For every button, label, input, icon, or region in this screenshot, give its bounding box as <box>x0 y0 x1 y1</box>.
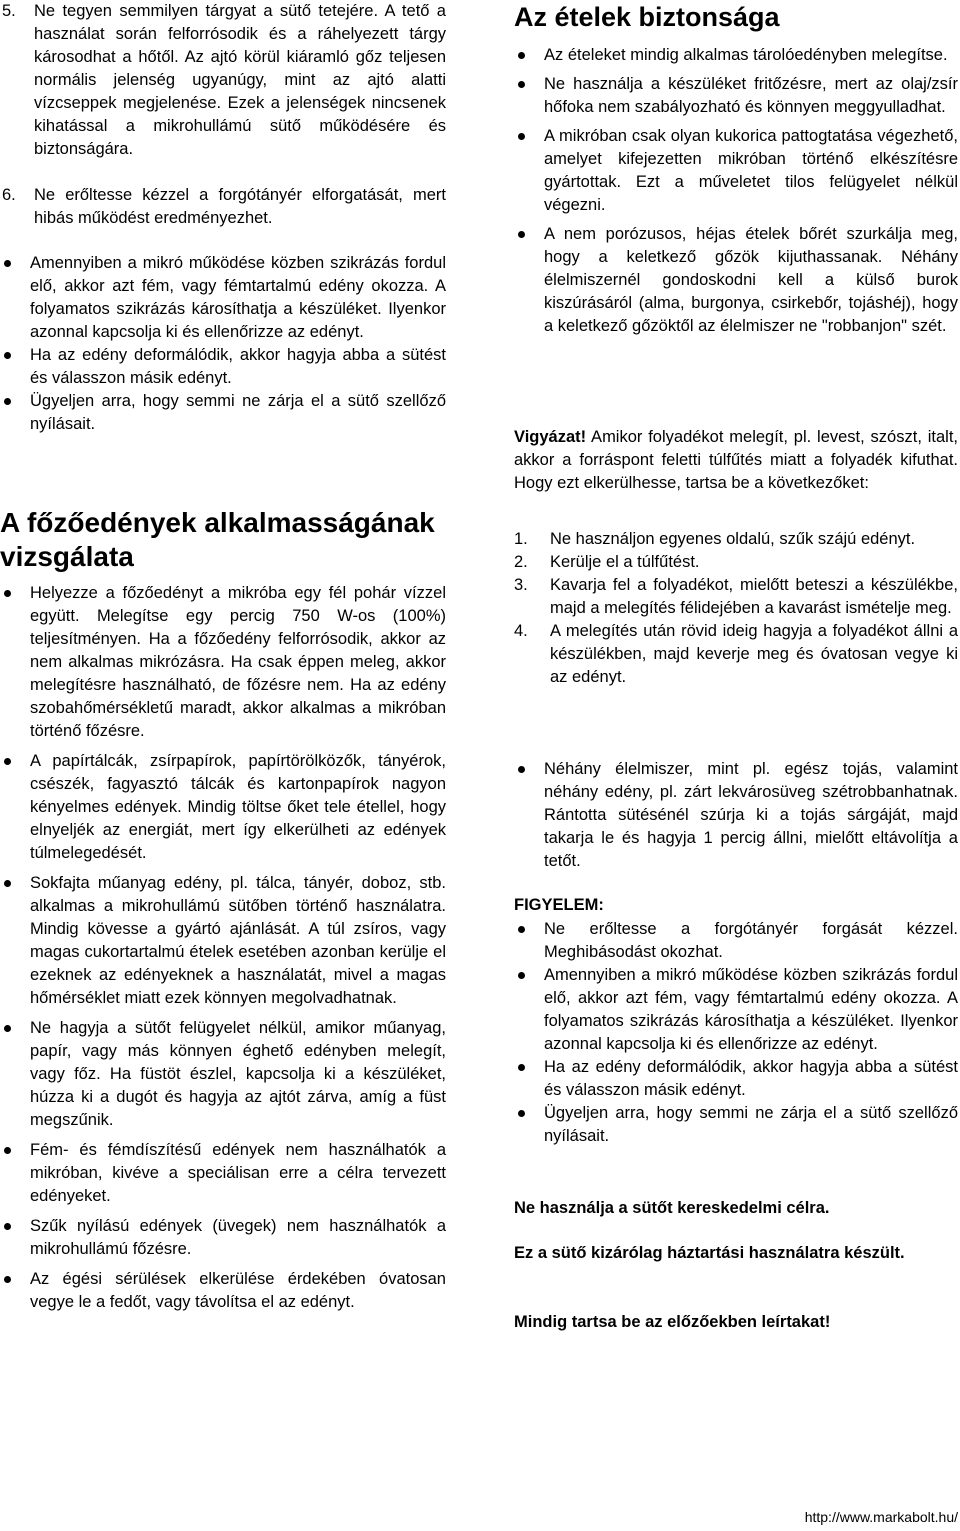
list-item: A nem porózusos, héjas ételek bőrét szurkálja meg, hogy a keletkező gőzök kijuthassanak. Néhány élelmiszernél gondoskodni kell a külső burok kiszúrásáról (alma, burgonya, csirkebőr, tojáshéj), hogy a keletkező gőzöktől az élelmiszer ne "robbanjon" szét. <box>514 223 958 338</box>
step-number: 3. <box>514 576 528 594</box>
list-item: Ügyeljen arra, hogy semmi ne zárja el a sütő szellőző nyílásait. <box>514 1102 958 1148</box>
list-item: A mikróban csak olyan kukorica pattogtatása végezhető, amelyet kifejezetten mikróban történő elkészítésre gyártottak. Ezt a műveletet tilos felügyelet nélkül végezni. <box>514 125 958 217</box>
bullet-list-bottom <box>0 582 446 1314</box>
list-item: Az égési sérülések elkerülése érdekében óvatosan vegye le a fedőt, vagy távolítsa el az edényt. <box>0 1268 446 1314</box>
warning-label: Vigyázat! <box>514 428 587 446</box>
list-item: Fém- és fémdíszítésű edények nem használhatók a mikróban, kivéve a speciálisan erre a célra tervezett edényeket. <box>0 1139 446 1208</box>
list-item: Ügyeljen arra, hogy semmi ne zárja el a sütő szellőző nyílásait. <box>0 390 446 436</box>
note-follow-instructions: Mindig tartsa be az előzőekben leírtakat! <box>514 1313 831 1331</box>
list-item: Ha az edény deformálódik, akkor hagyja abba a sütést és válasszon másik edényt. <box>514 1056 958 1102</box>
numbered-item-6 <box>0 184 446 230</box>
note-commercial: Ne használja a sütőt kereskedelmi célra. <box>514 1199 830 1217</box>
step-item <box>514 551 958 574</box>
section-heading: A főzőedények alkalmasságának vizsgálata <box>0 507 435 572</box>
step-text: Kavarja fel a folyadékot, mielőtt beteszi a készülékbe, majd a melegítés félidejében a kavarást ismételje meg. <box>550 576 958 617</box>
step-number: 4. <box>514 622 528 640</box>
item-number: 5. <box>2 2 16 20</box>
bullet-list-food-safety <box>514 44 958 338</box>
list-item: Szűk nyílású edények (üvegek) nem használhatók a mikrohullámú főzésre. <box>0 1215 446 1261</box>
list-item: Az ételeket mindig alkalmas tárolóedényben melegítse. <box>514 44 958 67</box>
list-item: Helyezze a főzőedényt a mikróba egy fél pohár vízzel együtt. Melegítse egy percig 750 W-os (100%) teljesítményen. Ha a főzőedény felforrósodik, akkor az nem alkalmas mikrózásra. Ha csak éppen meleg, akkor melegítésre használható, de főzésre nem. Ha az edény szobahőmérsékletű maradt, akkor alkalmas a mikróban történő főzésre. <box>0 582 446 743</box>
attention-label: FIGYELEM: <box>514 896 604 914</box>
footer-url: http://www.markabolt.hu/ <box>804 1509 958 1525</box>
list-item: Ha az edény deformálódik, akkor hagyja abba a sütést és válasszon másik edényt. <box>0 344 446 390</box>
list-item: Ne hagyja a sütőt felügyelet nélkül, amikor műanyag, papír, vagy más könnyen éghető edényben melegít, vagy főz. Ha füstöt észlel, kapcsolja ki a készüléket, húzza ki a dugót és hagyja az ajtót zárva, amíg a füst megszűnik. <box>0 1017 446 1132</box>
item-text: Ne tegyen semmilyen tárgyat a sütő tetejére. A tető a használat során felforrósodik és a ráhelyezett tárgy károsodhat a hőtől. Az ajtó körül kiáramló gőz teljesen normális jelenség ugyanúgy, mint az ajtó alatti vízcseppek megjelenése. Ezek a jelenségek nincsenek kihatással a mikrohullámú sütő működésére és biztonságára. <box>34 2 446 158</box>
list-item: Sokfajta műanyag edény, pl. tálca, tányér, doboz, stb. alkalmas a mikrohullámú sütőben történő használatra. Mindig kövesse a gyártó ajánlását. A túl zsíros, vagy magas cukortartalmú ételek esetében azonban kerülje el ezeknek az edényeknek a használatát, mivel a magas hőmérséklet miatt ezek könnyen megolvadhatnak. <box>0 872 446 1010</box>
numbered-item-5 <box>0 0 446 161</box>
warning-paragraph <box>514 426 958 495</box>
step-text: Kerülje el a túlfűtést. <box>550 553 700 571</box>
list-item: A papírtálcák, zsírpapírok, papírtörölközők, tányérok, csészék, fagyasztó tálcák és kartonpapírok nagyon kényelmes edények. Mindig töltse őket tele étellel, hogy elnyeljék az energiát, mert így elkerülheti az edények túlmelegedését. <box>0 750 446 865</box>
numbered-steps <box>514 528 958 689</box>
step-number: 2. <box>514 553 528 571</box>
note-household: Ez a sütő kizárólag háztartási használatra készült. <box>514 1244 905 1262</box>
bullet-list-attention <box>514 918 958 1148</box>
section-heading: Az ételek biztonsága <box>514 2 780 32</box>
bullet-list-top <box>0 252 446 436</box>
step-text: Ne használjon egyenes oldalú, szűk szájú edényt. <box>550 530 916 548</box>
step-item <box>514 574 958 620</box>
item-number: 6. <box>2 186 16 204</box>
list-item-egg: Néhány élelmiszer, mint pl. egész tojás, valamint néhány edény, pl. zárt lekvárosüveg szétrobbanhatnak. Rántotta sütésénél szúrja ki a tojás sárgáját, majd takarja le és hagyja 1 percig állni, mielőtt eltávolítja a tetőt. <box>514 758 958 873</box>
list-item: Ne használja a készüléket fritőzésre, mert az olaj/zsír hőfoka nem szabályozható és könnyen meggyulladhat. <box>514 73 958 119</box>
list-item: Ne erőltesse a forgótányér forgását kézzel. Meghibásodást okozhat. <box>514 918 958 964</box>
list-item: Amennyiben a mikró működése közben szikrázás fordul elő, akkor azt fém, vagy fémtartalmú edény okozza. A folyamatos szikrázás károsíthatja a készüléket. Ilyenkor azonnal kapcsolja ki és ellenőrizze az edényt. <box>514 964 958 1056</box>
step-text: A melegítés után rövid ideig hagyja a folyadékot állni a készülékben, majd keverje meg és óvatosan vegye ki az edényt. <box>550 622 958 686</box>
item-text: Ne erőltesse kézzel a forgótányér elforgatását, mert hibás működést eredményezhet. <box>34 186 446 227</box>
warning-text: Amikor folyadékot melegít, pl. levest, szószt, italt, akkor a forráspont feletti túlfűtés miatt a folyadék kifuthat. Hogy ezt elkerülhesse, tartsa be a következőket: <box>514 428 958 492</box>
step-item <box>514 528 958 551</box>
list-item: Amennyiben a mikró működése közben szikrázás fordul elő, akkor azt fém, vagy fémtartalmú edény okozza. A folyamatos szikrázás károsíthatja a készüléket. Ilyenkor azonnal kapcsolja ki és ellenőrizze az edényt. <box>0 252 446 344</box>
step-number: 1. <box>514 530 528 548</box>
step-item <box>514 620 958 689</box>
